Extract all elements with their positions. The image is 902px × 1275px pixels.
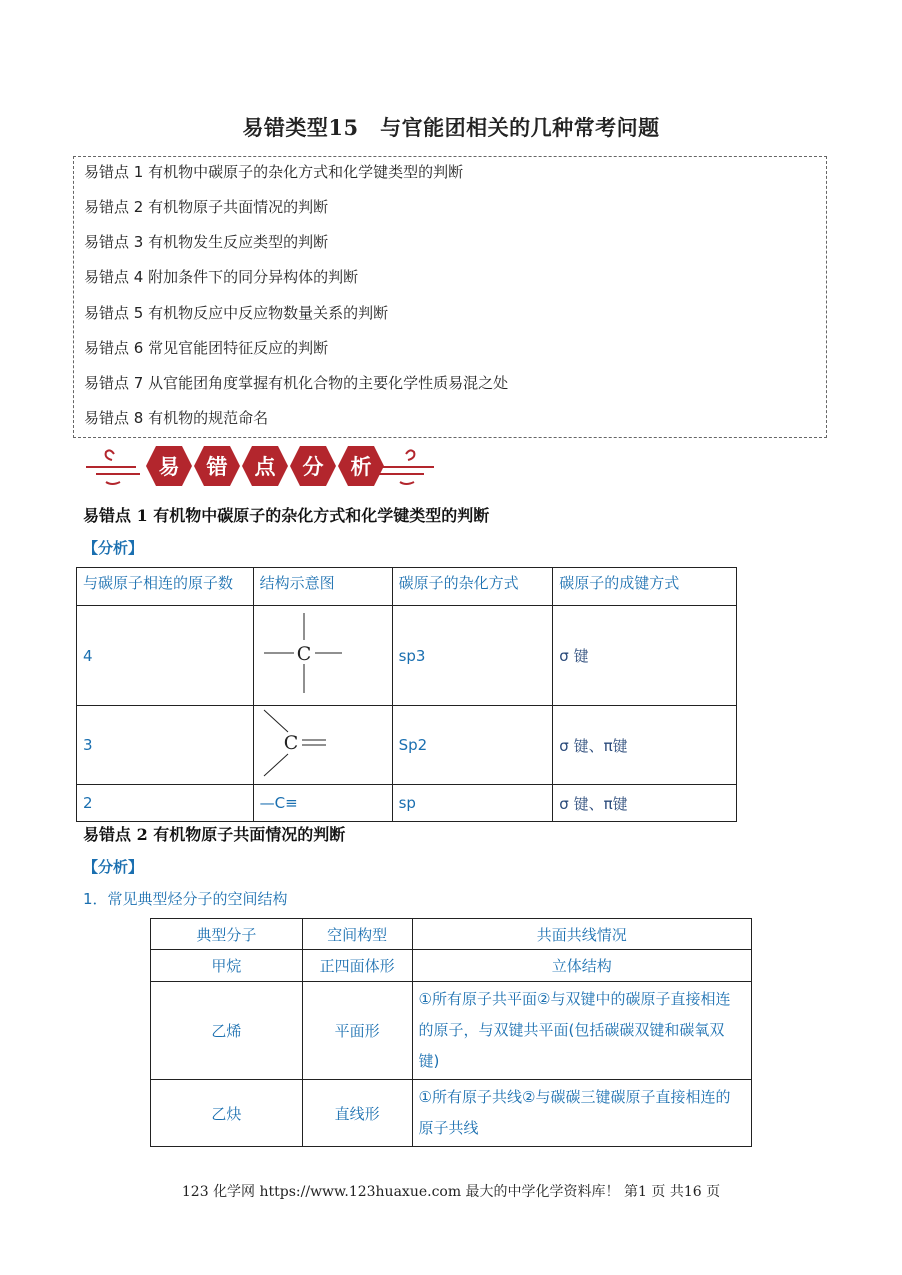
molecule-name: 甲烷	[151, 950, 303, 982]
table-row	[151, 950, 752, 982]
analysis-label: 【分析】	[83, 539, 144, 557]
spatial-shape: 直线形	[302, 1080, 412, 1147]
coplanarity-desc: ①所有原子共线②与碳碳三键碳原子直接相连的原子共线	[412, 1080, 751, 1147]
table-header: 空间构型	[302, 919, 412, 950]
table-header: 碳原子的杂化方式	[392, 568, 553, 606]
subheading: 1．常见典型烃分子的空间结构	[83, 890, 288, 908]
table-header: 共面共线情况	[412, 919, 751, 950]
toc-item: 易错点 5 有机物反应中反应物数量关系的判断	[84, 304, 389, 322]
sp2-carbon-diagram	[260, 706, 360, 780]
section-1-heading: 易错点 1 有机物中碳原子的杂化方式和化学键类型的判断	[83, 506, 490, 525]
banner-char: 错	[206, 455, 228, 479]
section-banner	[84, 440, 436, 492]
hybridization-table	[76, 567, 737, 822]
atom-count: 4	[77, 606, 254, 706]
table-header: 结构示意图	[253, 568, 392, 606]
banner-char: 点	[254, 455, 276, 479]
structure-text: —C≡	[253, 785, 392, 822]
molecule-name: 乙炔	[151, 1080, 303, 1147]
sp3-carbon-diagram	[260, 609, 360, 699]
section-2-heading: 易错点 2 有机物原子共面情况的判断	[83, 825, 346, 844]
table-row	[77, 785, 737, 822]
table-row	[151, 1080, 752, 1147]
toc-box	[73, 156, 827, 438]
banner-char: 易	[158, 455, 180, 479]
page-title: 易错类型15 与官能团相关的几种常考问题	[242, 115, 660, 140]
spatial-shape: 平面形	[302, 982, 412, 1080]
coplanarity-desc: 立体结构	[412, 950, 751, 982]
coplanarity-desc: ①所有原子共平面②与双键中的碳原子直接相连的原子，与双键共平面(包括碳碳双键和碳氧双键)	[412, 982, 751, 1080]
toc-item: 易错点 8 有机物的规范命名	[84, 409, 269, 427]
table-header: 碳原子的成键方式	[553, 568, 737, 606]
atom-count: 2	[77, 785, 254, 822]
toc-item: 易错点 6 常见官能团特征反应的判断	[84, 339, 329, 357]
banner-char: 分	[302, 455, 324, 479]
toc-item: 易错点 7 从官能团角度掌握有机化合物的主要化学性质易混之处	[84, 374, 509, 392]
table-header: 与碳原子相连的原子数	[77, 568, 254, 606]
spatial-shape: 正四面体形	[302, 950, 412, 982]
hybridization: sp	[392, 785, 553, 822]
table-row	[77, 606, 737, 706]
page-footer: 123 化学网 https://www.123huaxue.com 最大的中学化学资料库！ 第1 页 共16 页	[181, 1184, 721, 1200]
hydrocarbon-structure-table	[150, 918, 752, 1147]
structure-diagram	[253, 606, 392, 706]
toc-item: 易错点 3 有机物发生反应类型的判断	[84, 233, 329, 251]
molecule-name: 乙烯	[151, 982, 303, 1080]
hybridization: sp3	[392, 606, 553, 706]
bond-type: σ 键、π键	[553, 706, 737, 785]
hybridization: Sp2	[392, 706, 553, 785]
banner-right-ornament	[378, 450, 434, 484]
banner-left-ornament	[86, 450, 140, 484]
table-row	[77, 706, 737, 785]
table-row	[151, 982, 752, 1080]
analysis-label: 【分析】	[83, 858, 144, 876]
carbon-symbol: C	[296, 642, 311, 665]
toc-item: 易错点 4 附加条件下的同分异构体的判断	[84, 268, 359, 286]
toc-item: 易错点 1 有机物中碳原子的杂化方式和化学键类型的判断	[84, 163, 464, 181]
carbon-symbol: C	[283, 732, 298, 754]
toc-item: 易错点 2 有机物原子共面情况的判断	[84, 198, 329, 216]
structure-diagram	[253, 706, 392, 785]
atom-count: 3	[77, 706, 254, 785]
banner-char: 析	[350, 455, 372, 479]
bond-type: σ 键	[553, 606, 737, 706]
bond-type: σ 键、π键	[553, 785, 737, 822]
table-header: 典型分子	[151, 919, 303, 950]
